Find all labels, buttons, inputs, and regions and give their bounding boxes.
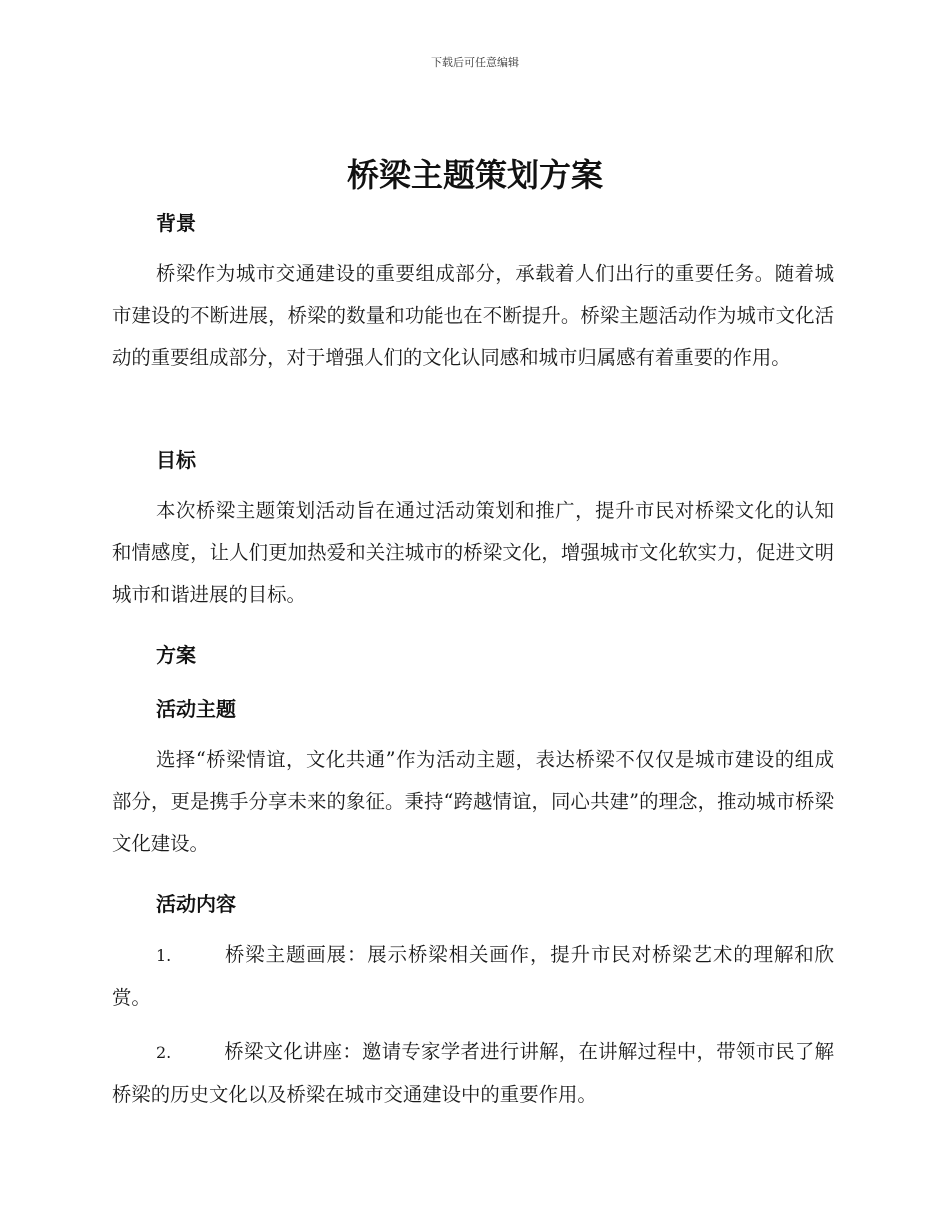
paragraph-theme: 选择“桥梁情谊，文化共通”作为活动主题，表达桥梁不仅仅是城市建设的组成部分，更是携手分享未来的象征。秉持“跨越情谊，同心共建”的理念，推动城市桥梁文化建设。 <box>112 748 834 855</box>
heading-content: 活动内容 <box>156 892 236 916</box>
document-title: 桥梁主题策划方案 <box>346 156 603 194</box>
paragraph-goal: 本次桥梁主题策划活动旨在通过活动策划和推广，提升市民对桥梁文化的认知和情感度，让人们更加热爱和关注城市的桥梁文化，增强城市文化软实力，促进文明城市和谐进展的目标。 <box>112 499 834 606</box>
list-item-number: 1. <box>156 946 172 965</box>
heading-theme: 活动主题 <box>156 697 236 721</box>
heading-goal: 目标 <box>156 448 196 472</box>
list-item-text: 桥梁文化讲座：邀请专家学者进行讲解，在讲解过程中，带领市民了解桥梁的历史文化以及桥梁在城市交通建设中的重要作用。 <box>112 1040 834 1106</box>
list-item-text: 桥梁主题画展：展示桥梁相关画作，提升市民对桥梁艺术的理解和欣赏。 <box>112 943 834 1009</box>
list-item <box>112 934 834 1019</box>
list-item <box>112 1031 834 1116</box>
heading-plan: 方案 <box>156 643 196 667</box>
heading-background: 背景 <box>156 211 196 235</box>
header-note: 下载后可任意编辑 <box>431 56 519 69</box>
paragraph-background: 桥梁作为城市交通建设的重要组成部分，承载着人们出行的重要任务。随着城市建设的不断进展，桥梁的数量和功能也在不断提升。桥梁主题活动作为城市文化活动的重要组成部分，对于增强人们的文化认同感和城市归属感有着重要的作用。 <box>112 262 834 369</box>
list-item-number: 2. <box>156 1043 172 1062</box>
